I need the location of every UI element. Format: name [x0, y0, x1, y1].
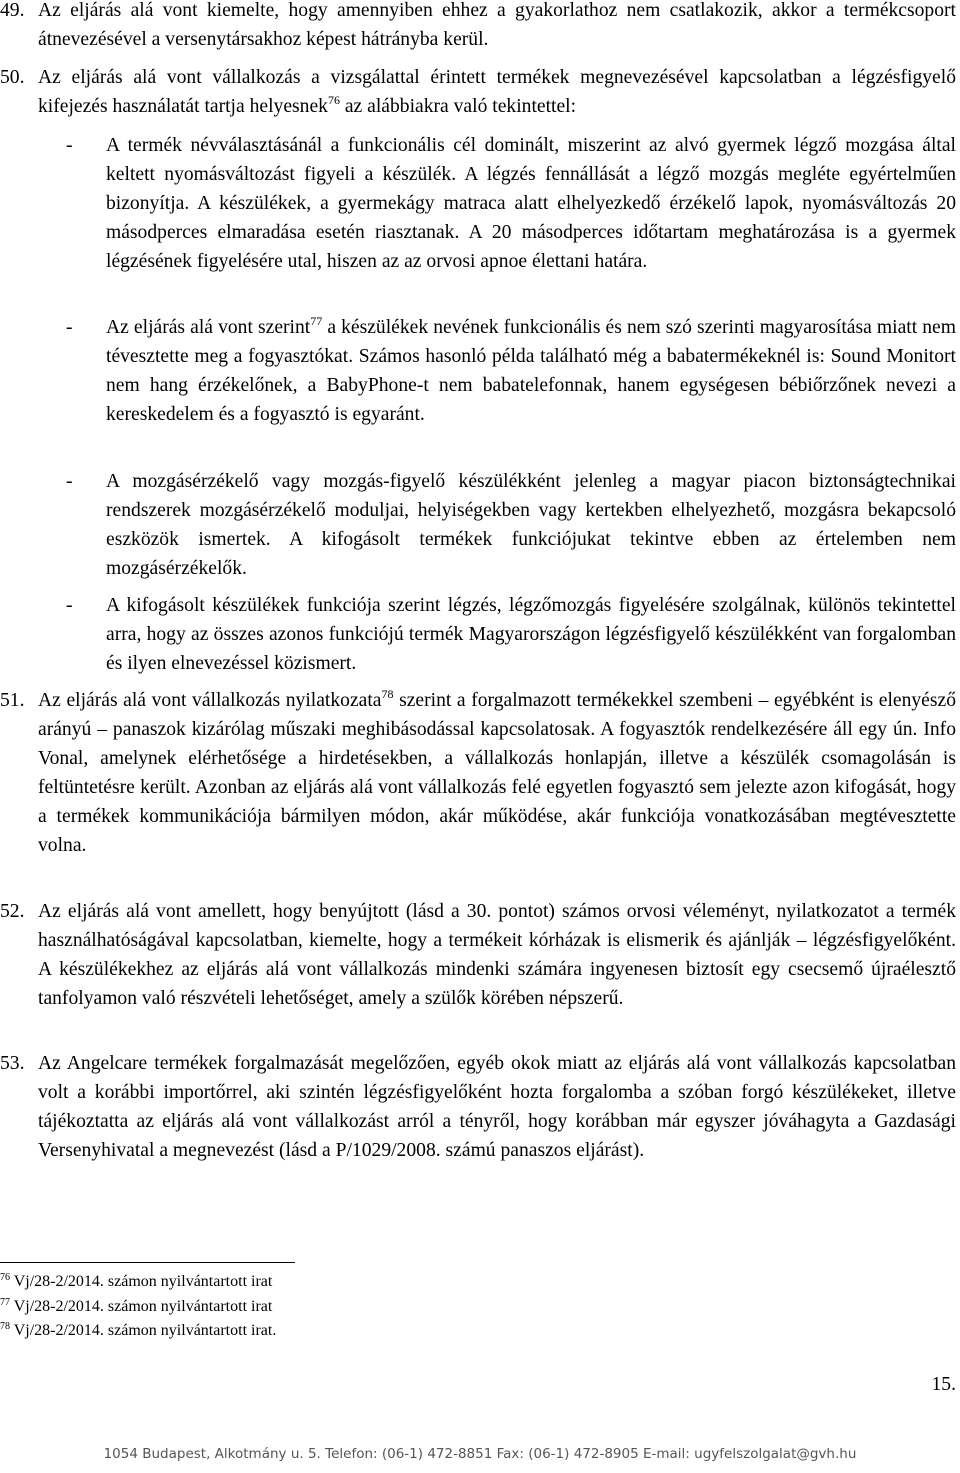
page-footer: 1054 Budapest, Alkotmány u. 5. Telefon: (06-1) 472-8851 Fax: (06-1) 472-8905 E-mail: ugyfelszolgalat@gvh.hu — [103, 1446, 857, 1462]
bullet-item-3 — [66, 467, 956, 583]
paragraph-number: 53. — [0, 1053, 25, 1074]
paragraph-53 — [0, 1049, 956, 1165]
bullet-text: A kifogásolt készülékek funkciója szerint légzés, légzőmozgás figyelésére szolgálnak, különös tekintettel arra, hogy az összes azonos funkciójú termék Magyarországon légzésfigyelő készülékként van forgalomban és ilyen elnevezéssel közismert. — [106, 595, 956, 674]
footnote-text: Vj/28-2/2014. számon nyilvántartott irat. — [10, 1322, 277, 1339]
paragraph-text — [38, 63, 956, 121]
paragraph-52 — [0, 897, 956, 1013]
bullet-dash: - — [66, 317, 73, 338]
bullet-dash: - — [66, 135, 73, 156]
footnote-ref-78[interactable]: 78 — [381, 687, 394, 701]
footnote-separator — [0, 1262, 295, 1263]
paragraph-text-part: az alábbiakra való tekintettel: — [339, 96, 577, 117]
paragraph-text-part: szerint a forgalmazott termékekkel szembeni – egyébként is elenyésző arányú – panaszok kizárólag műszaki meghibásodással kapcsolatosak. A fogyasztók rendelkezésére áll egy ún. Info Vonal, amelynek elérhetősége a hirdetésekben, a vállalkozás honlapján, illetve a készülék csomagolásán is feltüntetésre került. Azonban az eljárás alá vont vállalkozás felé egyetlen fogyasztó sem jelezte azon kifogását, hogy a termékek kommunikációja bármilyen módon, akár működése, akár funkciója vonatkozásában megtévesztette volna. — [38, 690, 956, 856]
footnote-78 — [0, 1319, 276, 1343]
footnote-text: Vj/28-2/2014. számon nyilvántartott irat — [10, 1273, 273, 1290]
paragraph-text: Az eljárás alá vont kiemelte, hogy amennyiben ehhez a gyakorlathoz nem csatlakozik, akkor a termékcsoport átnevezésével a versenytársakhoz képest hátrányba kerül. — [38, 0, 956, 50]
bullet-text: A mozgásérzékelő vagy mozgás-figyelő készülékként jelenleg a magyar piacon biztonságtechnikai rendszerek mozgásérzékelő moduljai, helyiségekben vagy kertekben elhelyezhető, mozgásra bekapcsoló eszközök ismertek. A kifogásolt termékek funkciójukat tekintve ebben az értelemben nem mozgásérzékelők. — [106, 471, 956, 579]
bullet-dash: - — [66, 595, 73, 616]
paragraph-number: 50. — [0, 67, 25, 88]
footnote-marker: 77 — [0, 1297, 10, 1308]
bullet-text-part: a készülékek nevének funkcionális és nem szó szerinti magyarosítása miatt nem tévesztette meg a fogyasztókat. Számos hasonló példa található még a babatermékeknél is: Sound Monitort nem hang érzékelőnek, a BabyPhone-t nem babatelefonnak, hanem egységesen bébiőrzőnek nevezi a kereskedelem és a fogyasztó is egyaránt. — [106, 317, 956, 425]
bullet-dash: - — [66, 471, 73, 492]
page-number: 15. — [931, 1374, 956, 1395]
footnote-ref-77[interactable]: 77 — [310, 314, 323, 328]
bullet-item-2 — [66, 313, 956, 429]
paragraph-49 — [0, 0, 956, 54]
footnote-76 — [0, 1270, 272, 1294]
footnote-marker: 78 — [0, 1321, 10, 1332]
footnote-text: Vj/28-2/2014. számon nyilvántartott irat — [10, 1298, 273, 1315]
paragraph-number: 49. — [0, 0, 25, 21]
paragraph-text: Az eljárás alá vont amellett, hogy benyújtott (lásd a 30. pontot) számos orvosi véleményt, nyilatkozatot a termék használhatóságával kapcsolatban, kiemelte, hogy a termékeit kórházak is elismerik és ajánlják – légzésfigyelőként. A készülékekhez az eljárás alá vont vállalkozás mindenki számára ingyenesen biztosít egy csecsemő újraélesztő tanfolyamon való részvételi lehetőséget, amely a szülők körében népszerű. — [38, 901, 956, 1009]
paragraph-text — [38, 686, 956, 860]
footnote-77 — [0, 1295, 272, 1319]
paragraph-number: 51. — [0, 690, 25, 711]
paragraph-text: Az Angelcare termékek forgalmazását megelőzően, egyéb okok miatt az eljárás alá vont vállalkozás kapcsolatban volt a korábbi importőrrel, aki szintén légzésfigyelőként hozta forgalomba a szóban forgó készülékeket, illetve tájékoztatta az eljárás alá vont vállalkozást arról a tényről, hogy korábban már egyszer jóváhagyta a Gazdasági Versenyhivatal a megnevezést (lásd a P/1029/2008. számú panaszos eljárást). — [38, 1053, 956, 1161]
paragraph-text-part: Az eljárás alá vont vállalkozás nyilatkozata — [38, 690, 382, 711]
bullet-item-4 — [66, 591, 956, 678]
bullet-item-1 — [66, 131, 956, 276]
bullet-text — [106, 313, 956, 429]
paragraph-text-part: Az eljárás alá vont vállalkozás a vizsgálattal érintett termékek megnevezésével kapcsolatban a légzésfigyelő kifejezés használatát tartja helyesnek — [38, 67, 956, 117]
paragraph-50 — [0, 63, 956, 121]
footnote-marker: 76 — [0, 1272, 10, 1283]
footnote-ref-76[interactable]: 76 — [327, 93, 340, 107]
bullet-text: A termék névválasztásánál a funkcionális cél dominált, miszerint az alvó gyermek légző mozgása által keltett nyomásváltozást figyeli a készülék. A légzés fennállását a légző mozgás megléte egyértelműen bizonyítja. A készülékek, a gyermekágy matraca alatt elhelyezkedő érzékelő lapok, nyomásváltozás 20 másodperces elmaradása esetén riasztanak. A 20 másodperces időtartam meghatározása is a gyermek légzésének figyelésére utal, hiszen az az orvosi apnoe élettani határa. — [106, 135, 956, 272]
paragraph-number: 52. — [0, 901, 25, 922]
paragraph-51 — [0, 686, 956, 860]
bullet-text-part: Az eljárás alá vont szerint — [106, 317, 311, 338]
